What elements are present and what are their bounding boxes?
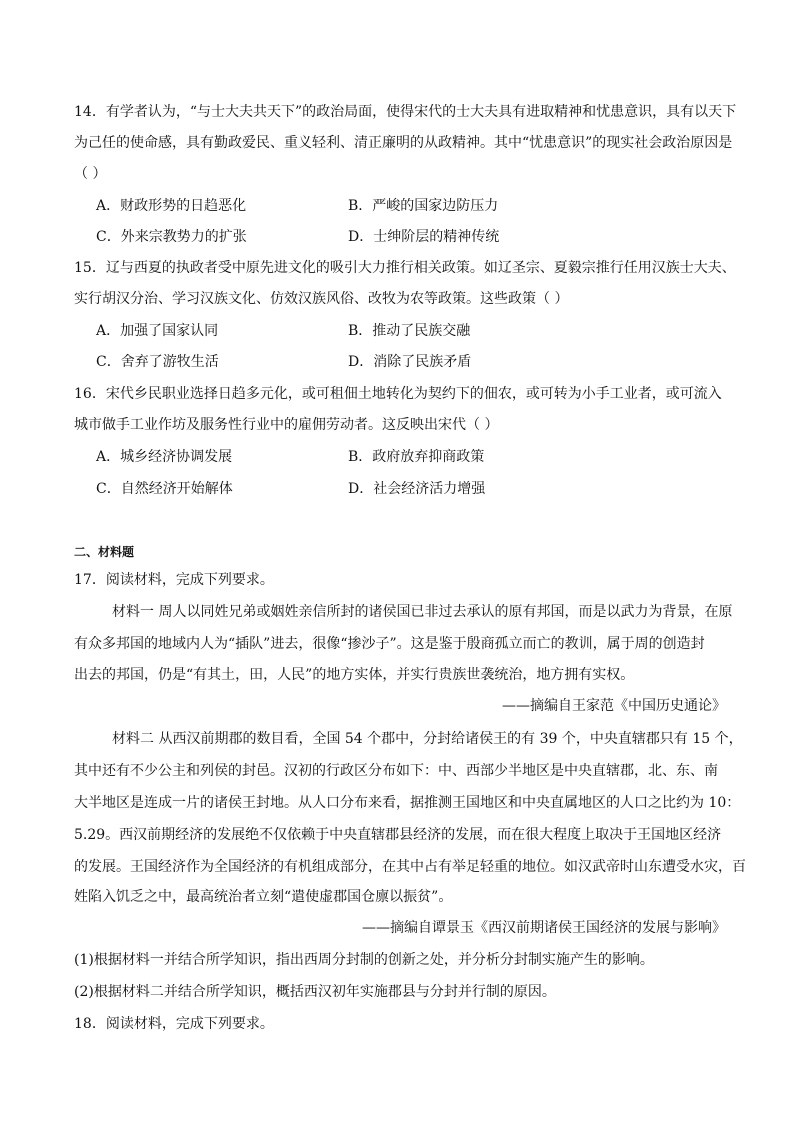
q16-option-c: C．自然经济开始解体 (96, 481, 233, 497)
q14-option-d: D．士绅阶层的精神传统 (348, 229, 500, 245)
q17-material-2-line-4: 5.29。西汉前期经济的发展绝不仅依赖于中央直辖郡县经济的发展，而在很大程度上取决于王国地区经济 (74, 827, 722, 843)
q17-material-2-line-1: 材料二 从西汉前期郡的数目看，全国 54 个郡中，分封给诸侯王的有 39 个，中央直辖郡只有 15 个， (112, 731, 743, 747)
q14-stem-line-1: 14．有学者认为，“与士大夫共天下”的政治局面，使得宋代的士大夫具有进取精神和忧患意识，具有以天下 (74, 104, 737, 120)
q15-option-a: A．加强了国家认同 (96, 323, 219, 339)
q15-option-c: C．舍弃了游牧生活 (96, 354, 219, 370)
q14-stem-line-3: （ ） (74, 166, 107, 182)
q17-material-2-line-2: 其中还有不少公主和列侯的封邑。汉初的行政区分布如下：中、西部少半地区是中央直辖郡，北、东、南 (74, 763, 718, 779)
q16-option-d: D．社会经济活力增强 (348, 481, 486, 497)
q15-option-d: D．消除了民族矛盾 (348, 354, 472, 370)
q17-material-2-line-5: 的发展。王国经济作为全国经济的有机组成部分，在其中占有举足轻重的地位。如汉武帝时山东遭受水灾，百 (74, 859, 746, 875)
q14-stem-line-2: 为己任的使命感，具有勤政爱民、重义轻利、清正廉明的从政精神。其中“忧患意识”的现实社会政治原因是 (74, 135, 733, 151)
q15-stem-line-2: 实行胡汉分治、学习汉族文化、仿效汉族风俗、改牧为农等政策。这些政策（ ） (74, 291, 569, 307)
q16-option-b: B．政府放弃抑商政策 (348, 449, 485, 465)
section-heading-material: 二、材料题 (74, 545, 135, 559)
q17-requirement-1: (1)根据材料一并结合所学知识，指出西周分封制的创新之处，并分析分封制实施产生的影响。 (74, 952, 654, 968)
q17-requirement-2: (2)根据材料二并结合所学知识，概括西汉初年实施郡县与分封并行制的原因。 (74, 984, 556, 1000)
q17-material-1-source: ——摘编自王家范《中国历史通论》 (502, 698, 726, 714)
q16-option-a: A．城乡经济协调发展 (96, 449, 233, 465)
q16-stem-line-1: 16．宋代乡民职业选择日趋多元化，或可租佃土地转化为契约下的佃农，或可转为小手工业者，或可流入 (74, 386, 722, 402)
q17-material-2-source: ——摘编自谭景玉《西汉前期诸侯王国经济的发展与影响》 (362, 920, 726, 936)
q14-option-c: C．外来宗教势力的扩张 (96, 229, 247, 245)
q15-option-b: B．推动了民族交融 (348, 323, 471, 339)
q17-material-1-line-2: 有众多邦国的地域内人为“插队”进去，很像“掺沙子”。这是鉴于殷商孤立而亡的教训，属于周的创造封 (74, 636, 705, 652)
q14-option-b: B．严峻的国家边防压力 (348, 198, 499, 214)
q17-prompt: 17．阅读材料，完成下列要求。 (74, 572, 274, 588)
q14-option-a: A．财政形势的日趋恶化 (96, 198, 247, 214)
q17-material-1-line-3: 出去的邦国，仍是“有其土，田，人民”的地方实体，并实行贵族世袭统治，地方拥有实权。 (74, 667, 635, 683)
q16-stem-line-2: 城市做手工业作坊及服务性行业中的雇佣劳动者。这反映出宋代（ ） (74, 417, 499, 433)
q17-material-2-line-3: 大半地区是连成一片的诸侯王封地。从人口分布来看，据推测王国地区和中央直属地区的人口之比约为 10： (74, 795, 741, 811)
q15-stem-line-1: 15．辽与西夏的执政者受中原先进文化的吸引大力推行相关政策。如辽圣宗、夏毅宗推行任用汉族士大夫、 (74, 260, 736, 276)
q17-material-1-line-1: 材料一 周人以同姓兄弟或姻姓亲信所封的诸侯国已非过去承认的原有邦国，而是以武力为背景，在原 (112, 604, 733, 620)
q18-prompt: 18．阅读材料，完成下列要求。 (74, 1016, 274, 1032)
q17-material-2-line-6: 姓陷入饥乏之中，最高统治者立刻“遣使虚郡国仓廪以振贫”。 (74, 889, 453, 905)
